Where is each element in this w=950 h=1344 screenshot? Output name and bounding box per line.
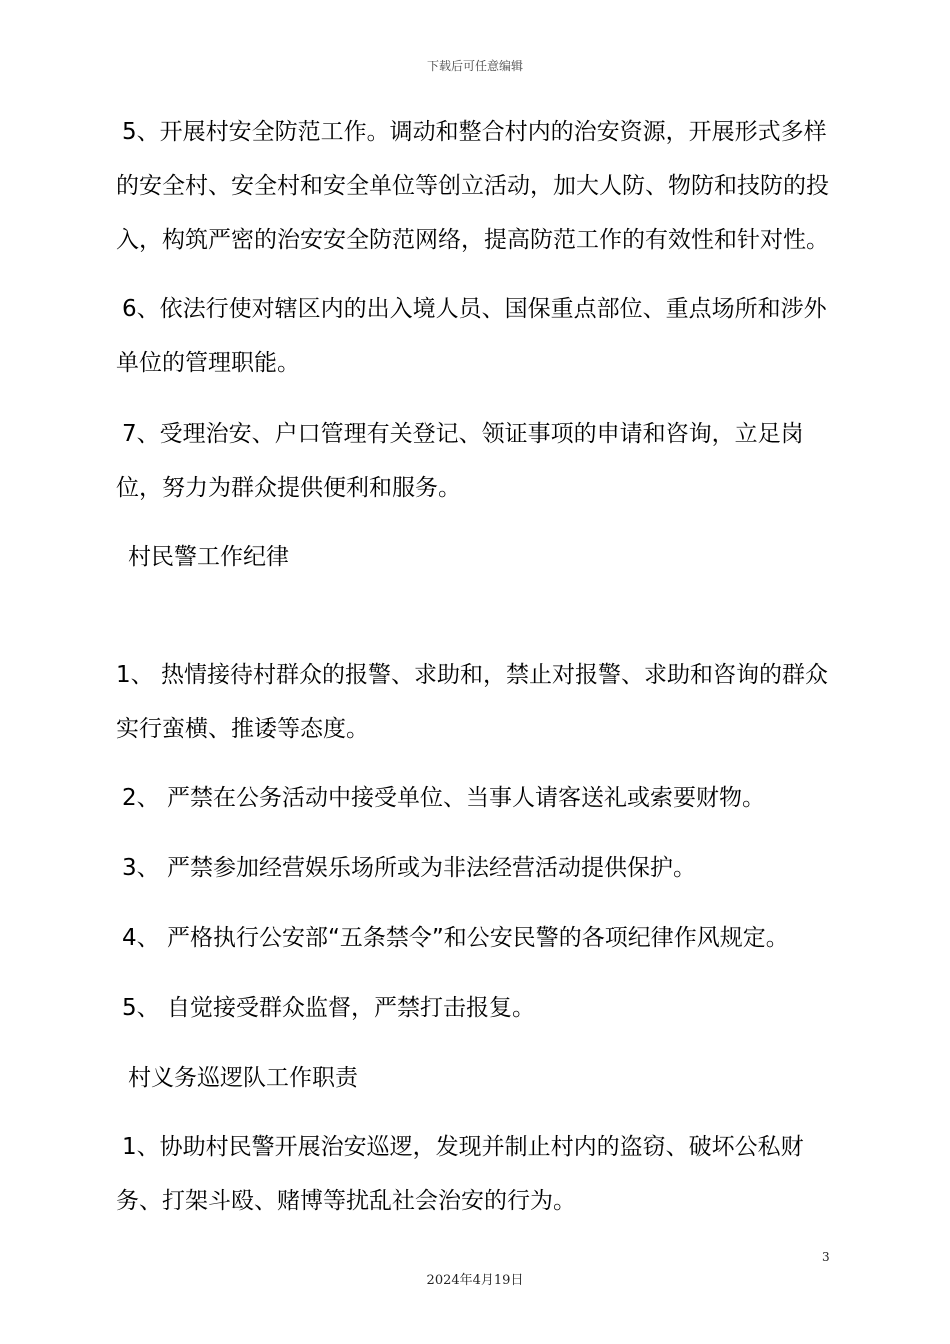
paragraph-patrol-1: 1、协助村民警开展治安巡逻，发现并制止村内的盗窃、破坏公私财务、打架斗殴、赌博等扰乱社会治安的行为。 bbox=[116, 1134, 804, 1214]
section-heading-police-discipline: 村民警工作纪律 bbox=[128, 544, 289, 570]
paragraph-duty-5: 5、开展村安全防范工作。调动和整合村内的治安资源，开展形式多样的安全村、安全村和安全单位等创立活动，加大人防、物防和技防的投入，构筑严密的治安安全防范网络，提高防范工作的有效性和针对性。 bbox=[116, 119, 829, 253]
paragraph-discipline-3: 3、 严禁参加经营娱乐场所或为非法经营活动提供保护。 bbox=[122, 855, 696, 881]
paragraph-duty-7: 7、受理治安、户口管理有关登记、领证事项的申请和咨询，立足岗位，努力为群众提供便利和服务。 bbox=[116, 421, 804, 501]
paragraph-duty-6: 6、依法行使对辖区内的出入境人员、国保重点部位、重点场所和涉外单位的管理职能。 bbox=[116, 296, 827, 376]
paragraph-discipline-4: 4、 严格执行公安部“五条禁令”和公安民警的各项纪律作风规定。 bbox=[122, 925, 789, 951]
header-note: 下载后可任意编辑 bbox=[426, 59, 523, 73]
section-heading-patrol-duties: 村义务巡逻队工作职责 bbox=[128, 1065, 358, 1091]
footer-date: 2024年4月19日 bbox=[426, 1273, 524, 1288]
paragraph-discipline-5: 5、 自觉接受群众监督，严禁打击报复。 bbox=[122, 995, 535, 1021]
page-number: 3 bbox=[822, 1250, 830, 1264]
paragraph-discipline-2: 2、 严禁在公务活动中接受单位、当事人请客送礼或索要财物。 bbox=[122, 785, 765, 811]
paragraph-discipline-1: 1、 热情接待村群众的报警、求助和，禁止对报警、求助和咨询的群众实行蛮横、推诿等态度。 bbox=[116, 662, 828, 742]
